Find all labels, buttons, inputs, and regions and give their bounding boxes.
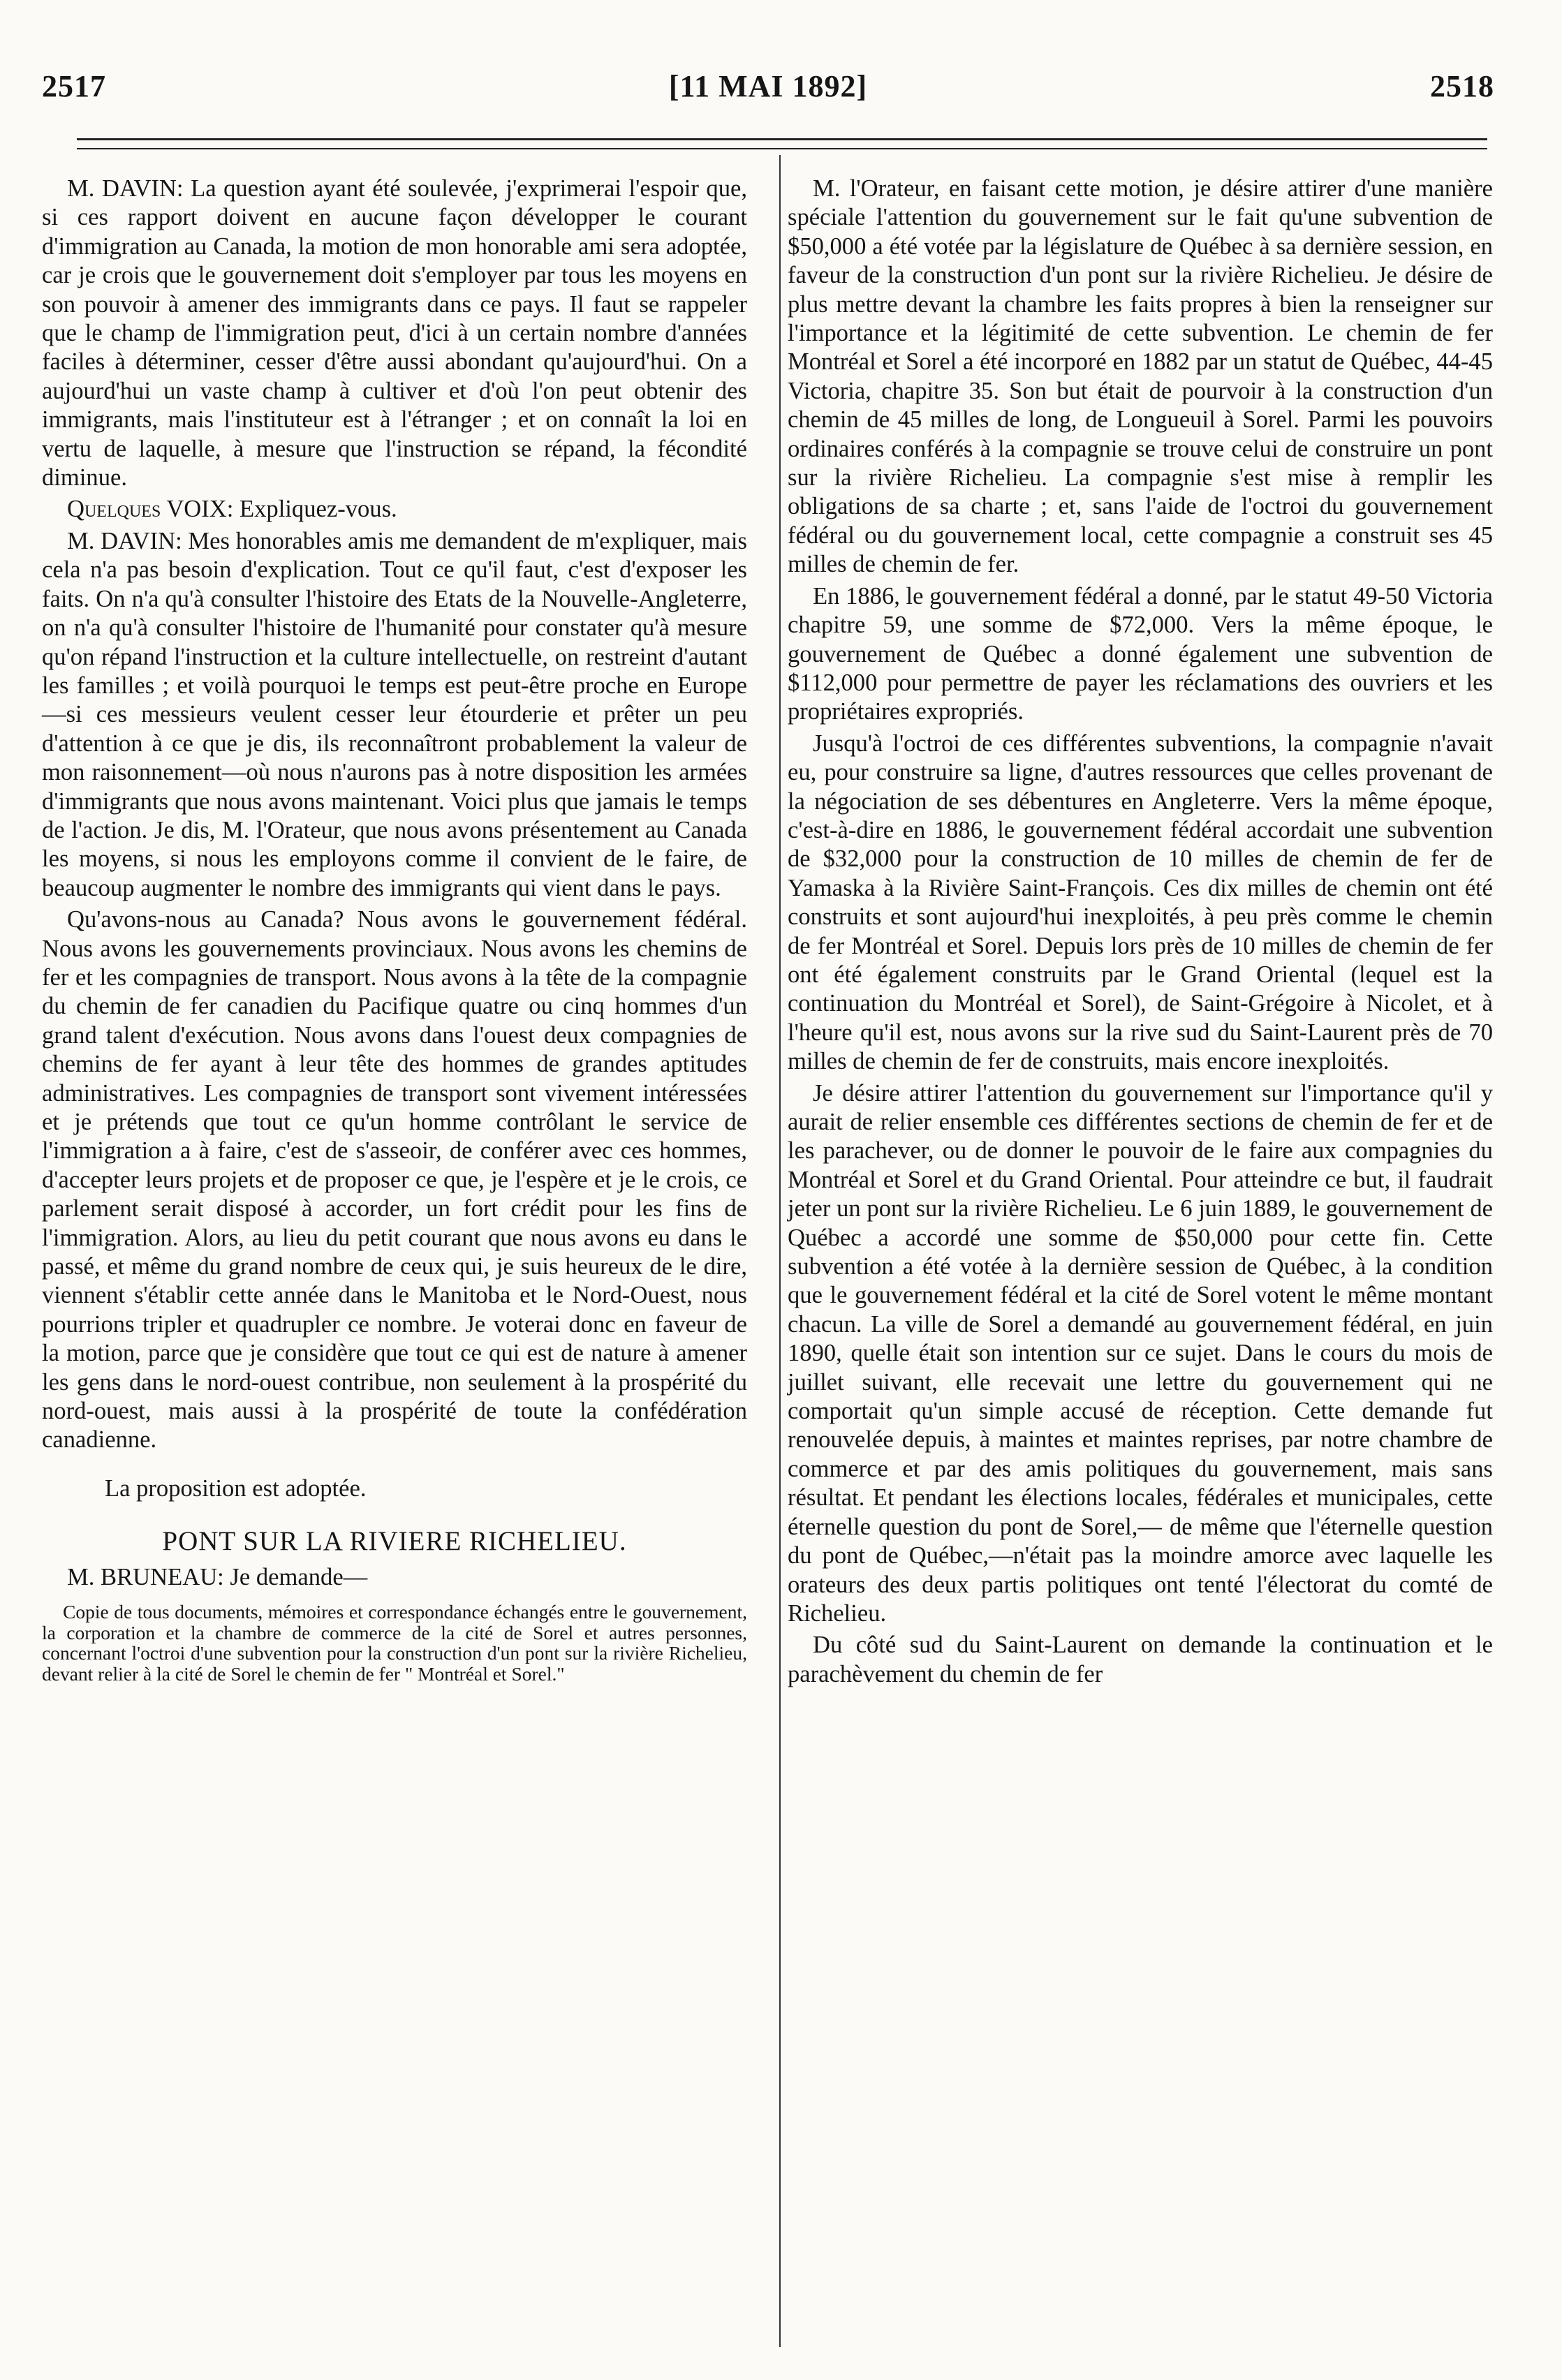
speech-text: : La question ayant été soulevée, j'exprimerai l'espoir que, si ces rapport doivent en aucune façon développer le courant d'immigration au Canada, la motion de mon honorable ami sera adoptée, car je crois que le gouvernement doit s'employer par tous les moyens en son pouvoir à amener des immigrants dans ce pays. Il faut se rappeler que le champ de l'immigration peut, d'ici à un certain nombre d'années faciles à déterminer, cesser d'être aussi abondant qu'aujourd'hui. On a aujourd'hui un vaste champ à cultiver et d'où l'on peut obtenir des immigrants, mais l'instituteur est à l'étranger ; et on connaît la loi en vertu de laquelle, à mesure que l'instruction se répand, la fécondité diminue. — [42, 175, 747, 491]
page-number-left: 2517 — [42, 69, 106, 103]
header-date: [11 MAI 1892] — [668, 69, 868, 103]
paragraph: En 1886, le gouvernement fédéral a donné, par le statut 49-50 Victoria chapitre 59, une somme de $72,000. Vers la même époque, le gouvernement de Québec a donné également une subvention de $112,000 pour permettre de payer les réclamations des ouvriers et les propriétaires expropriés. — [788, 582, 1493, 725]
section-title: PONT SUR LA RIVIERE RICHELIEU. — [162, 1526, 627, 1557]
paragraph — [42, 175, 747, 492]
paragraph: Je désire attirer l'attention du gouvernement sur l'importance qu'il y aurait de relier ensemble ces différentes sections de chemin de fer et de les parachever, ou de donner le pouvoir de le faire aux compagnies du Montréal et Sorel et du Grand Oriental. Pour atteindre ce but, il faudrait jeter un pont sur la rivière Richelieu. Le 6 juin 1889, le gouvernement de Québec a accordé une somme de $50,000 pour cette fin. Cette subvention a été votée à la dernière session de Québec, à la condition que le gouvernement fédéral et la cité de Sorel votent le même montant chacun. La ville de Sorel a demandé au gouvernement fédéral, en juin 1890, quelle était son intention sur ce sujet. Dans le cours du mois de juillet suivant, elle recevait une lettre du gouvernement qui ne comportait qu'un simple accusé de réception. Cette demande fut renouvelée depuis, à maintes et maintes reprises, par notre chambre de commerce et par des amis politiques du gouvernement, mais sans résultat. Et pendant les élections locales, fédérales et municipales, cette éternelle question du pont de Sorel,— de même que l'éternelle question du pont de Québec,—n'était pas la moindre amorce avec laquelle les orateurs des deux partis politiques ont tenté l'électorat du comté de Richelieu. — [788, 1079, 1493, 1627]
right-column — [788, 175, 1493, 1692]
speech-text: : Mes honorables amis me demandent de m'expliquer, mais cela n'a pas besoin d'explication. Tout ce qu'il faut, c'est d'exposer les faits. On n'a qu'à consulter l'histoire des Etats de la Nouvelle-Angleterre, on n'a qu'à consulter l'histoire de l'humanité pour constater qu'à mesure qu'on répand l'instruction et la culture intellectuelle, on restreint d'autant les familles ; et voilà pourquoi le temps est peut-être proche en Europe —si ces messieurs veulent cesser leur étourderie et prêter un peu d'attention à ce que je dis, ils reconnaîtront probablement la valeur de mon raisonnement—où nous n'aurons pas à notre disposition les armées d'immigrants que nous avons maintenant. Voici plus que jamais le temps de l'action. Je dis, M. l'Orateur, que nous avons présentement au Canada les moyens, si nous les employons comme il convient de le faire, de beaucoup augmenter le nombre des immigrants qui vient dans le pays. — [42, 527, 747, 901]
header-rule-bottom — [77, 148, 1487, 149]
paragraph: M. l'Orateur, en faisant cette motion, je désire attirer d'une manière spéciale l'attention du gouvernement sur le fait qu'une subvention de $50,000 a été votée par la législature de Québec à sa dernière session, en faveur de la construction d'un pont sur la rivière Richelieu. Je désire de plus mettre devant la chambre les faits propres à bien la renseigner sur l'importance et la légitimité de cette subvention. Le chemin de fer Montréal et Sorel a été incorporé en 1882 par un statut de Québec, 44-45 Victoria, chapitre 35. Son but était de pourvoir à la construction d'un chemin de 45 milles de long, de Longueuil à Sorel. Parmi les pouvoirs ordinaires conférés à la compagnie se trouve celui de construire un pont sur la rivière Richelieu. La compagnie s'est mise à remplir les obligations de sa charte ; et, sans l'aide de l'octroi du gouvernement fédéral ou du gouvernement local, cette compagnie a construit ses 45 milles de chemin de fer. — [788, 175, 1493, 578]
speaker-name: M. BRUNEAU — [67, 1563, 218, 1590]
speech-text: : Je demande— — [217, 1563, 368, 1590]
left-column — [42, 175, 747, 1687]
paragraph — [42, 495, 747, 524]
speech-text: : Expliquez-vous. — [226, 496, 397, 523]
speaker-name: M. DAVIN — [67, 175, 177, 202]
column-divider — [779, 155, 781, 2347]
paragraph: Jusqu'à l'octroi de ces différentes subventions, la compagnie n'avait eu, pour construire sa ligne, d'autres ressources que celles provenant de la négociation de ses débentures en Angleterre. Vers la même époque, c'est-à-dire en 1886, le gouvernement fédéral accordait une subvention de $32,000 pour la construction de 10 milles de chemin de fer de Yamaska à la Rivière Saint-François. Ces dix milles de chemin ont été construits et sont aujourd'hui inexploités, à peu près comme le chemin de fer Montréal et Sorel. Depuis lors près de 10 milles de chemin de fer ont été également construits par le Grand Oriental (lequel est la continuation du Montréal et Sorel), de Saint-Grégoire à Nicolet, et à l'heure qu'il est, nous avons sur la rive sud du Saint-Laurent près de 70 milles de chemin de fer de construits, mais encore inexploités. — [788, 730, 1493, 1075]
page-header — [42, 68, 1494, 117]
page-number-right: 2518 — [1430, 69, 1494, 103]
motion-text: Copie de tous documents, mémoires et correspondance échangés entre le gouvernement, la corporation et la chambre de commerce de la cité de Sorel et autres personnes, concernant l'octroi d'une subvention pour la construction d'un pont sur la rivière Richelieu, devant relier à la cité de Sorel le chemin de fer " Montréal et Sorel." — [42, 1601, 747, 1685]
speaker-name: Quelques VOIX — [67, 496, 227, 523]
paragraph — [42, 527, 747, 903]
speaker-name: M. DAVIN — [67, 527, 176, 554]
paragraph — [42, 1563, 747, 1592]
paragraph: Qu'avons-nous au Canada? Nous avons le gouvernement fédéral. Nous avons les gouvernements provinciaux. Nous avons les chemins de fer et les compagnies de transport. Nous avons à la tête de la compagnie du chemin de fer canadien du Pacifique quatre ou cinq hommes d'un grand talent d'exécution. Nous avons dans l'ouest deux compagnies de chemins de fer ayant à leur tête des hommes de grandes aptitudes administratives. Les compagnies de transport sont vivement intéressées et je prétends que tout ce qu'un homme contrôlant le service de l'immigration a à faire, c'est de s'asseoir, de conférer avec ces hommes, d'accepter leurs projets et de proposer ce que, je l'espère et je le crois, ce parlement serait disposé à accorder, un fort crédit pour les fins de l'immigration. Alors, au lieu du petit courant que nous avons eu dans le passé, et même du grand nombre de ceux qui, je suis heureux de le dire, viennent s'établir cette année dans le Manitoba et le Nord-Ouest, nous pourrions tripler et quadrupler ce nombre. Je voterai donc en faveur de la motion, parce que je considère que tout ce qui est de nature à amener les gens dans le nord-ouest contribue, non seulement à la prospérité du nord-ouest, mais aussi à la prospérité de toute la confédération canadienne. — [42, 906, 747, 1454]
header-rule-top — [77, 138, 1487, 140]
paragraph: Du côté sud du Saint-Laurent on demande la continuation et le parachèvement du chemin de fer — [788, 1632, 1493, 1687]
motion-adopted: La proposition est adoptée. — [105, 1474, 367, 1502]
